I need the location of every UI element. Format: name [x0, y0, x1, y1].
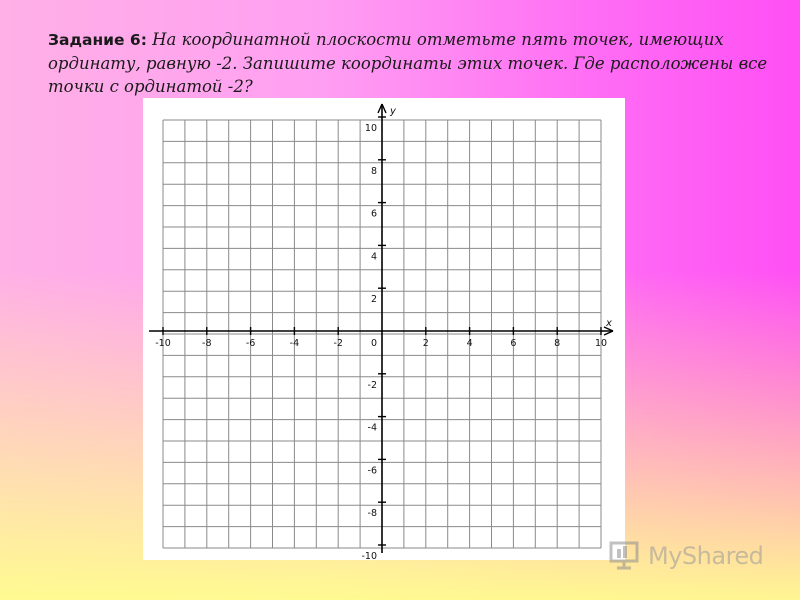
watermark-logo	[608, 540, 788, 574]
x-tick-label: 0	[370, 338, 377, 349]
x-tick-label: -8	[202, 338, 212, 349]
coordinate-plane-svg	[143, 98, 625, 560]
coordinate-plane	[143, 98, 625, 560]
x-tick-label: 6	[510, 338, 517, 349]
presentation-icon	[608, 540, 642, 570]
y-tick-label: -2	[367, 379, 377, 391]
y-tick-label: 10	[364, 123, 377, 134]
y-tick-label: 6	[370, 208, 377, 220]
y-tick-label: -8	[367, 508, 377, 520]
x-tick-label: -4	[289, 338, 300, 349]
x-tick-label: -10	[155, 338, 171, 349]
watermark-brand: MyShared	[648, 542, 764, 570]
x-axis-name: x	[606, 318, 612, 329]
x-tick-label: -2	[333, 338, 343, 349]
y-tick-label: 8	[370, 165, 377, 177]
x-tick-label: 8	[554, 338, 561, 349]
task-text	[48, 28, 778, 98]
y-tick-label: -10	[361, 551, 377, 560]
x-tick-label: 4	[466, 338, 473, 349]
task-label: Задание 6:	[48, 31, 147, 49]
x-tick-label: 10	[594, 338, 608, 349]
y-tick-label: 4	[370, 251, 377, 263]
x-tick-label: -6	[245, 338, 256, 349]
y-tick-label: -4	[367, 422, 377, 434]
x-tick-label: 2	[422, 338, 429, 349]
y-tick-label: 2	[370, 294, 377, 306]
y-tick-label: -6	[367, 465, 377, 477]
task-body: На координатной плоскости отметьте пять точек, имеющих ординату, равную -2. Запишите координаты этих точек. Где расположены все точки с ординатой -2?	[48, 30, 768, 96]
y-axis-name: y	[390, 106, 396, 117]
